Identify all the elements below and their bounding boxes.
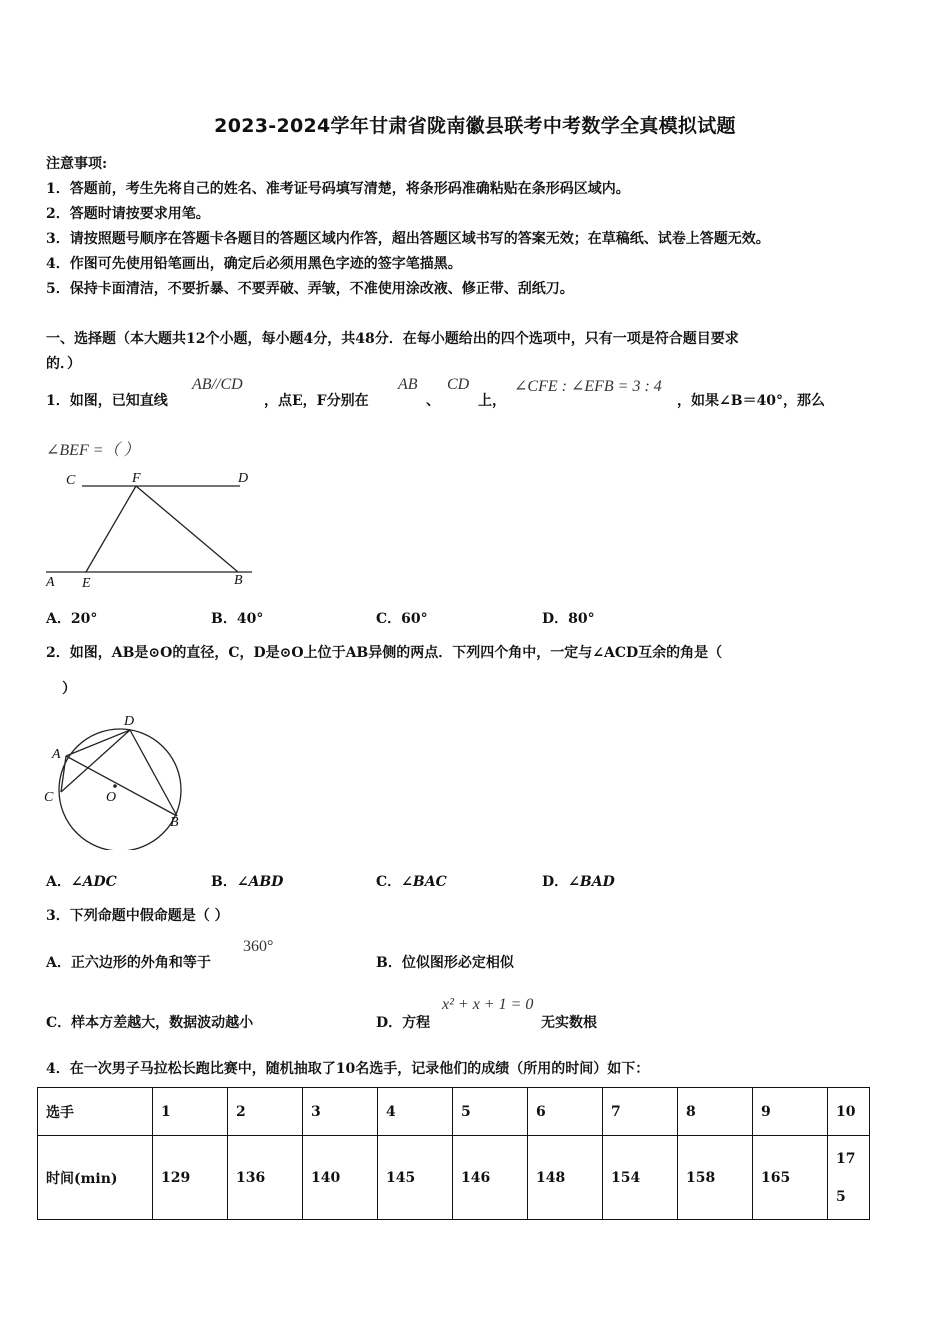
label-o: O — [106, 790, 117, 805]
label-f: F — [132, 471, 141, 486]
label-a: A — [52, 747, 61, 762]
table-cell: 1 — [153, 1088, 228, 1136]
results-table — [37, 1087, 870, 1220]
table-cell: 7 — [603, 1088, 678, 1136]
table-cell: 146 — [453, 1136, 528, 1220]
table-row — [38, 1088, 870, 1136]
notice-item: 1．答题前，考生先将自己的姓名、准考证号码填写清楚，将条形码准确粘贴在条形码区域内。 — [46, 181, 630, 197]
table-cell: 140 — [303, 1136, 378, 1220]
table-cell: 148 — [528, 1136, 603, 1220]
q1-option-d: D．80° — [542, 611, 595, 627]
q4-text: 4．在一次男子马拉松长跑比赛中，随机抽取了10名选手，记录他们的成绩（所用的时间）如下： — [46, 1061, 650, 1077]
q1-question-line: ∠BEF =（ ） — [46, 442, 140, 459]
table-cell: 4 — [378, 1088, 453, 1136]
q3-option-c: C．样本方差越大，数据波动越小 — [46, 1015, 254, 1031]
notice-heading: 注意事项: — [46, 156, 108, 172]
q1-math-cd: CD — [447, 376, 470, 393]
table-cell: 3 — [303, 1088, 378, 1136]
q3-option-a: A．正六边形的外角和等于 — [46, 955, 211, 971]
q1-text: ，如果∠B＝40°，那么 — [677, 393, 826, 409]
q1-option-b: B．40° — [211, 611, 264, 627]
table-cell: 154 — [603, 1136, 678, 1220]
q3-option-a-math: 360° — [243, 938, 274, 955]
q1-text-prefix: 1．如图，已知直线 — [46, 393, 168, 409]
q2-option-b: B．∠ABD — [211, 874, 284, 890]
label-b: B — [170, 815, 179, 830]
table-header-cell: 选手 — [38, 1088, 153, 1136]
label-a: A — [46, 575, 55, 590]
q3-option-d: D．方程 — [376, 1015, 431, 1031]
label-c: C — [44, 790, 54, 805]
notice-item: 2．答题时请按要求用笔。 — [46, 206, 210, 222]
table-cell: 145 — [378, 1136, 453, 1220]
label-c: C — [66, 473, 76, 488]
table-cell: 129 — [153, 1136, 228, 1220]
q1-option-c: C．60° — [376, 611, 428, 627]
table-cell: 5 — [453, 1088, 528, 1136]
q1-text: 、 — [426, 393, 440, 409]
table-cell: 136 — [228, 1136, 303, 1220]
table-cell: 158 — [678, 1136, 753, 1220]
q1-math-ab: AB — [398, 376, 418, 393]
table-cell: 10 — [828, 1088, 870, 1136]
q3-text: 3．下列命题中假命题是（ ） — [46, 908, 229, 924]
q1-figure — [40, 462, 265, 594]
section-heading: 一、选择题（本大题共12个小题，每小题4分，共48分．在每小题给出的四个选项中，只有一项是符合题目要求 — [46, 331, 739, 347]
table-cell: 165 — [753, 1136, 828, 1220]
page-title: 2023-2024学年甘肃省陇南徽县联考中考数学全真模拟试题 — [214, 115, 736, 137]
q2-option-c: C．∠BAC — [376, 874, 447, 890]
notice-item: 3．请按照题号顺序在答题卡各题目的答题区域内作答，超出答题区域书写的答案无效；在草稿纸、试卷上答题无效。 — [46, 231, 770, 247]
q2-figure — [40, 708, 190, 850]
label-d: D — [124, 714, 135, 729]
notice-item: 4．作图可先使用铅笔画出，确定后必须用黑色字迹的签字笔描黑。 — [46, 256, 462, 272]
table-header-cell: 时间(min) — [38, 1136, 153, 1220]
table-cell: 17 5 — [828, 1136, 870, 1220]
q1-math-ratio: ∠CFE : ∠EFB = 3 : 4 — [514, 378, 662, 395]
q1-option-a: A．20° — [46, 611, 98, 627]
label-e: E — [82, 576, 91, 591]
q2-option-d: D．∠BAD — [542, 874, 615, 890]
q1-text: ，点E，F分别在 — [264, 393, 369, 409]
q1-math-parallel: AB//CD — [192, 376, 243, 393]
q2-option-a: A．∠ADC — [46, 874, 117, 890]
q3-option-b: B．位似图形必定相似 — [376, 955, 514, 971]
q2-text-close: ） — [62, 681, 76, 697]
table-cell: 2 — [228, 1088, 303, 1136]
q3-option-d-math: x² + x + 1 = 0 — [442, 996, 534, 1013]
table-cell: 8 — [678, 1088, 753, 1136]
table-cell: 6 — [528, 1088, 603, 1136]
q3-option-d-tail: 无实数根 — [541, 1015, 597, 1031]
label-d: D — [238, 471, 249, 486]
notice-item: 5．保持卡面清洁，不要折暴、不要弄破、弄皱，不准使用涂改液、修正带、刮纸刀。 — [46, 281, 574, 297]
q1-text: 上， — [478, 393, 506, 409]
q2-text: 2．如图，AB是⊙O的直径，C，D是⊙O上位于AB异侧的两点．下列四个角中，一定与∠ACD互余的角是（ — [46, 645, 723, 661]
label-b: B — [234, 573, 243, 588]
table-cell: 9 — [753, 1088, 828, 1136]
table-row — [38, 1136, 870, 1220]
section-heading-cont: 的．） — [46, 356, 81, 372]
